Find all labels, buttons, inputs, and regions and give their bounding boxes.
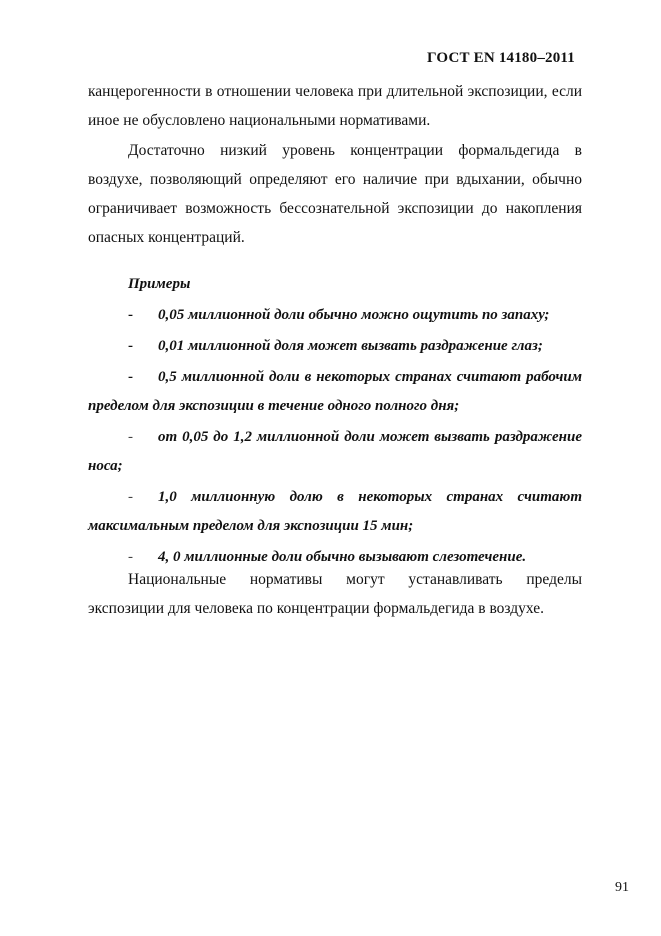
document-code-header: ГОСТ EN 14180–2011 (427, 50, 575, 66)
page-number: 91 (615, 880, 629, 895)
examples-block (88, 270, 582, 572)
example-item (88, 363, 582, 421)
list-dash: - (128, 489, 133, 505)
example-text: 1,0 миллионную долю в некоторых странах считают максимальным пределом для экспозиции 15 мин; (88, 489, 582, 534)
list-dash: - (128, 307, 133, 323)
example-text: от 0,05 до 1,2 миллионной доли может вызвать раздражение носа; (88, 429, 582, 474)
example-item (88, 483, 582, 541)
example-text: 0,5 миллионной доли в некоторых странах считают рабочим пределом для экспозиции в течение одного полного дня; (88, 369, 582, 414)
example-text: 4, 0 миллионные доли обычно вызывают слезотечение. (158, 549, 527, 565)
example-text: 0,01 миллионной доля может вызвать раздражение глаз; (158, 338, 543, 354)
paragraph-national-norms: Национальные нормативы могут устанавливать пределы экспозиции для человека по концентрации формальдегида в воздухе. (88, 571, 582, 617)
example-item (88, 423, 582, 481)
example-item (88, 332, 582, 361)
examples-title: Примеры (128, 276, 191, 292)
list-dash: - (128, 549, 133, 565)
paragraph-continuation: канцерогенности в отношении человека при длительной экспозиции, если иное не обусловлено национальными нормативами. (88, 83, 582, 129)
paragraph-concentration: Достаточно низкий уровень концентрации формальдегида в воздухе, позволяющий определяют его наличие при вдыхании, обычно ограничивает возможность бессознательной экспозиции до накопления опасных концентраций. (88, 142, 582, 246)
list-dash: - (128, 429, 133, 445)
list-dash: - (128, 338, 133, 354)
example-text: 0,05 миллионной доли обычно можно ощутить по запаху; (158, 307, 550, 323)
example-item (88, 301, 582, 330)
list-dash: - (128, 369, 133, 385)
